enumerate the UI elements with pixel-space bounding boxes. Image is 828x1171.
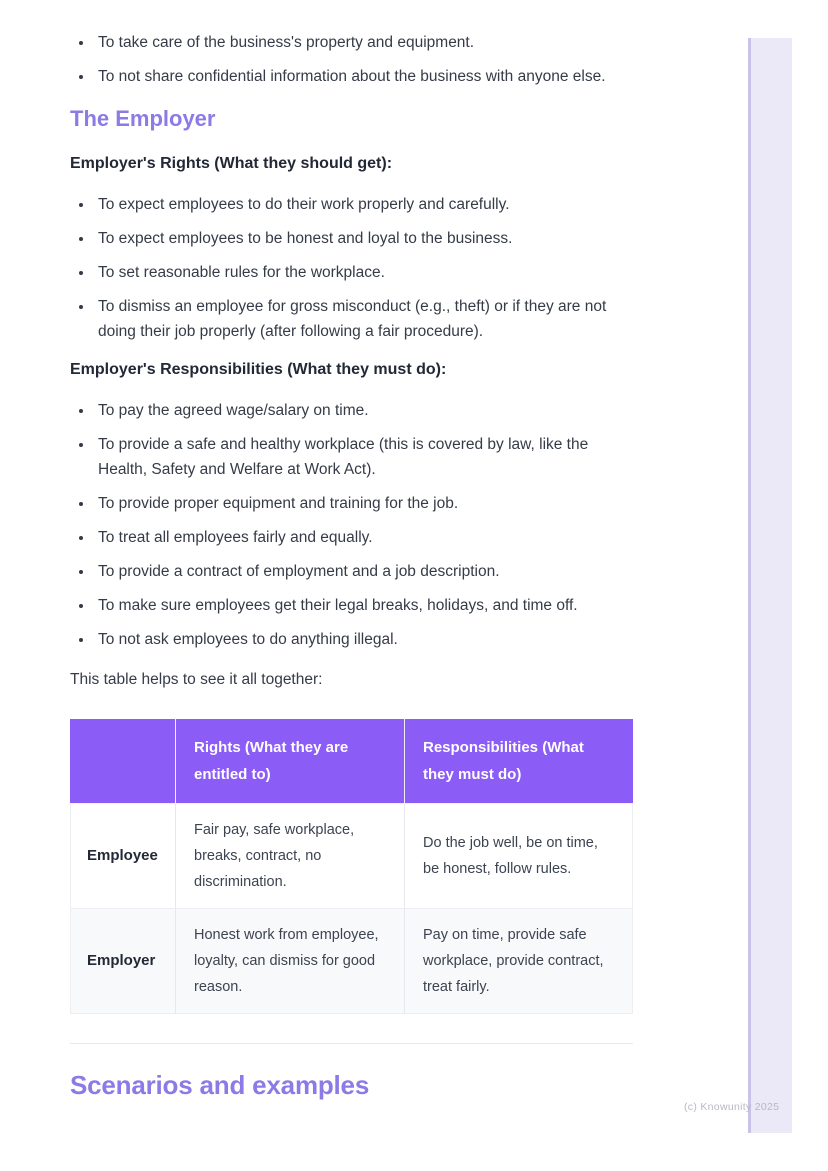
employer-rights-list <box>70 192 633 344</box>
table-row <box>70 909 633 1014</box>
table-header-empty-cell <box>70 719 175 804</box>
section-heading-the-employer: The Employer <box>70 106 216 131</box>
section-divider <box>70 1043 633 1044</box>
table-body <box>70 804 633 1014</box>
list-item: • To make sure employees get their legal breaks, holidays, and time off. <box>94 593 633 618</box>
list-item: • To expect employees to be honest and loyal to the business. <box>94 226 633 251</box>
rights-responsibilities-table <box>70 719 633 1014</box>
row-label-cell: Employer <box>70 909 175 1014</box>
table-header-responsibilities: Responsibilities (What they must do) <box>404 719 633 804</box>
list-item: • To provide a safe and healthy workplace (this is covered by law, like the Health, Safety and Welfare at Work Act). <box>94 432 633 482</box>
table-intro-text: This table helps to see it all together: <box>70 671 323 688</box>
list-item: • To pay the agreed wage/salary on time. <box>94 398 633 423</box>
subheading-employer-rights: Employer's Rights (What they should get): <box>70 155 393 172</box>
table-header-rights: Rights (What they are entitled to) <box>175 719 404 804</box>
list-item: • To set reasonable rules for the workplace. <box>94 260 633 285</box>
responsibilities-cell: Pay on time, provide safe workplace, provide contract, treat fairly. <box>404 909 633 1014</box>
rights-cell: Fair pay, safe workplace, breaks, contract, no discrimination. <box>175 804 404 909</box>
list-item: • To provide a contract of employment and a job description. <box>94 559 633 584</box>
rights-cell: Honest work from employee, loyalty, can dismiss for good reason. <box>175 909 404 1014</box>
employee-duties-list <box>70 30 633 89</box>
list-item: • To take care of the business's property and equipment. <box>94 30 633 55</box>
table-header-row <box>70 719 633 804</box>
list-item: • To not share confidential information about the business with anyone else. <box>94 64 633 89</box>
table-row <box>70 804 633 909</box>
list-item: • To not ask employees to do anything illegal. <box>94 627 633 652</box>
page-edge-stripe <box>748 38 792 1133</box>
employer-responsibilities-list <box>70 398 633 652</box>
section-heading-scenarios: Scenarios and examples <box>70 1070 370 1100</box>
row-label-cell: Employee <box>70 804 175 909</box>
list-item: • To dismiss an employee for gross misconduct (e.g., theft) or if they are not doing their job properly (after following a fair procedure). <box>94 294 633 344</box>
list-item: • To expect employees to do their work properly and carefully. <box>94 192 633 217</box>
list-item: • To treat all employees fairly and equally. <box>94 525 633 550</box>
responsibilities-cell: Do the job well, be on time, be honest, follow rules. <box>404 804 633 909</box>
subheading-employer-responsibilities: Employer's Responsibilities (What they must do): <box>70 361 447 378</box>
copyright-watermark: (c) Knowunity 2025 <box>684 1101 780 1113</box>
document-content <box>70 30 633 1101</box>
list-item: • To provide proper equipment and training for the job. <box>94 491 633 516</box>
